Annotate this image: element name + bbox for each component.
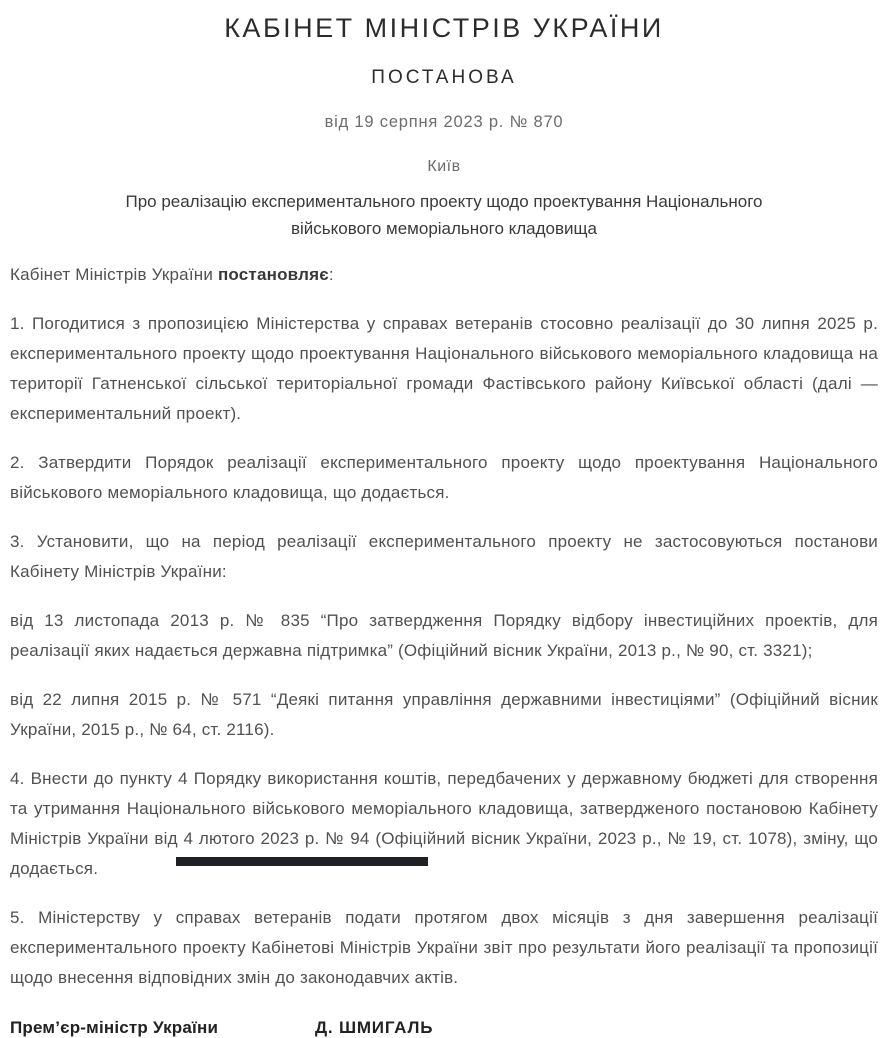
paragraph-item-2: 2. Затвердити Порядок реалізації експериментального проекту щодо проектування Національного військового меморіального кладовища, що додається. xyxy=(10,453,878,503)
paragraph-subitem-2013: від 13 листопада 2013 р. № 835 “Про затвердження Порядку відбору інвестиційних проектів, для реалізації яких надається державна підтримка” (Офіційний вісник України, 2013 р., № 90, ст. 3321); xyxy=(10,611,878,661)
document-body xyxy=(10,260,878,1038)
document-title: Про реалізацію експериментального проекту щодо проектування Національного військового меморіального кладовища xyxy=(125,192,763,239)
preamble-line xyxy=(10,260,878,290)
signature-block xyxy=(10,1018,878,1038)
cutoff-dark-bar xyxy=(176,857,428,866)
paragraph-item-1: 1. Погодитися з пропозицією Міністерства у справах ветеранів стосовно реалізації до 30 липня 2025 р. експериментального проекту щодо проектування Національного військового меморіального кладовища на території Гатненської сільської територіальної громади Фастівського району Київської області (далі — експериментальний проект). xyxy=(10,314,878,424)
document-date-number: від 19 серпня 2023 р. № 870 xyxy=(324,113,564,132)
preamble-suffix: : xyxy=(328,265,334,285)
document-city: Київ xyxy=(427,158,461,176)
preamble-bold-word: постановляє xyxy=(217,265,329,285)
paragraph-item-3: 3. Установити, що на період реалізації експериментального проекту не застосовуються постанови Кабінету Міністрів України: xyxy=(10,532,878,582)
paragraph-subitem-2015: від 22 липня 2015 р. № 571 “Деякі питання управління державними інвестиціями” (Офіційний вісник України, 2015 р., № 64, ст. 2116). xyxy=(10,690,878,740)
signature-name: Д. ШМИГАЛЬ xyxy=(315,1018,434,1038)
preamble-prefix: Кабінет Міністрів України xyxy=(10,265,218,285)
institution-name: КАБІНЕТ МІНІСТРІВ УКРАЇНИ xyxy=(224,13,664,43)
signature-position: Прем’єр-міністр України xyxy=(10,1018,219,1038)
document-header xyxy=(10,0,878,242)
document-type-heading: ПОСТАНОВА xyxy=(371,67,517,89)
paragraph-item-5: 5. Міністерству у справах ветеранів подати протягом двох місяців з дня завершення реалізації експериментального проекту Кабінетові Міністрів України звіт про результати його реалізації та пропозиції щодо внесення відповідних змін до законодавчих актів. xyxy=(10,908,878,988)
paragraph-item-4: 4. Внести до пункту 4 Порядку використання коштів, передбачених у державному бюджеті для створення та утримання Національного військового меморіального кладовища, затвердженого постановою Кабінету Міністрів України від 4 лютого 2023 р. № 94 (Офіційний вісник України, 2023 р., № 19, ст. 1078), зміну, що додається. xyxy=(10,769,878,879)
